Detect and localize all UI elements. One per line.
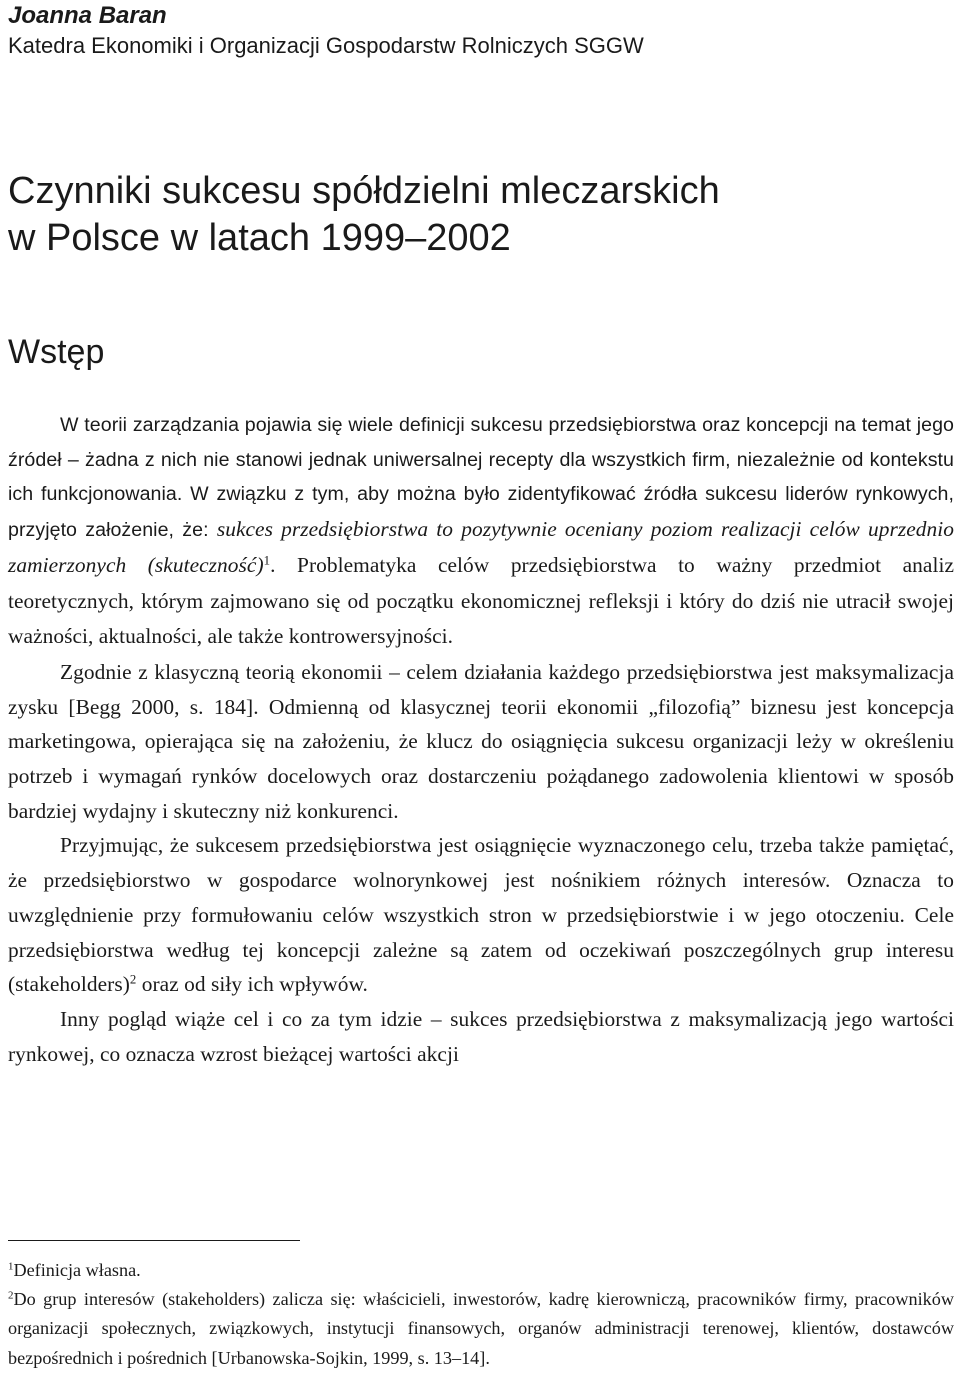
footnotes <box>8 1256 954 1373</box>
paragraph-1-rest: . Problematyka celów przedsiębiorstwa to ważny przedmiot analiz teoretycznych, którym zajmowano się od początku ekonomicznej refleksji i który do dziś nie utracił swojej ważności, aktualności, ale także kontrowersyjności. <box>8 552 954 649</box>
footnote-2 <box>8 1285 954 1373</box>
footnote-divider <box>8 1240 300 1241</box>
paragraph-3 <box>8 828 954 1002</box>
document-page <box>8 0 954 1400</box>
footnote-2-text: Do grup interesów (stakeholders) zalicza się: właścicieli, inwestorów, kadrę kierowniczą, pracowników firmy, pracowników organizacji społecznych, związkowych, instytucji finansowych, organów administracji terenowej, klientów, dostawców bezpośrednich i pośrednich [Urbanowska-Sojkin, 1999, s. 13–14]. <box>8 1289 954 1368</box>
author-name: Joanna Baran <box>8 2 167 29</box>
section-heading: Wstęp <box>8 333 105 371</box>
paragraph-1 <box>8 408 954 655</box>
paper-title <box>8 168 720 262</box>
paragraph-3-rest: oraz od siły ich wpływów. <box>136 972 368 997</box>
footnote-1-number: 1 <box>8 1260 14 1273</box>
paragraph-4: Inny pogląd wiąże cel i co za tym idzie – sukces przedsiębiorstwa z maksymalizacją jego wartości rynkowej, co oznacza wzrost bieżącej wartości akcji <box>8 1006 954 1066</box>
footnote-1 <box>8 1256 954 1285</box>
paragraph-2: Zgodnie z klasyczną teorią ekonomii – celem działania każdego przedsiębiorstwa jest maksymalizacja zysku [Begg 2000, s. 184]. Odmienną od klasycznej teorii ekonomii „filozofią” biznesu jest koncepcja marketingowa, opierająca się na założeniu, że klucz do osiągnięcia sukcesu organizacji leży w określeniu potrzeb i wymagań rynków docelowych oraz dostarczeniu pożądanego zadowolenia klientowi w sposób bardziej wydajny i skuteczny niż konkurenci. <box>8 659 954 823</box>
body-text <box>8 408 954 1071</box>
paragraph-3-text: Przyjmując, że sukcesem przedsiębiorstwa jest osiągnięcie wyznaczonego celu, trzeba także pamiętać, że przedsiębiorstwo w gospodarce wolnorynkowej jest nośnikiem różnych interesów. Oznacza to uwzględnienie przy formułowaniu celów wszystkich stron w przedsiębiorstwie i w jego otoczeniu. Cele przedsiębiorstwa według tej koncepcji zależne są zatem od oczekiwań poszczególnych grup interesu (stakeholders) <box>8 833 954 997</box>
footnote-ref-2[interactable]: 2 <box>129 972 137 987</box>
author-affiliation: Katedra Ekonomiki i Organizacji Gospodarstw Rolniczych SGGW <box>8 33 644 58</box>
paper-title-line-1: Czynniki sukcesu spółdzielni mleczarskich <box>8 170 720 212</box>
footnote-ref-1[interactable]: 1 <box>263 553 271 568</box>
footnote-2-number: 2 <box>8 1289 14 1302</box>
paper-title-line-2: w Polsce w latach 1999–2002 <box>8 217 511 259</box>
success-definition: sukces przedsiębiorstwa to pozytywnie oceniany poziom realizacji celów uprzednio zamierzonych (skuteczność) <box>8 517 954 577</box>
footnote-1-text: Definicja własna. <box>13 1260 141 1280</box>
paragraph-1-intro: W teorii zarządzania pojawia się wiele definicji sukcesu przedsiębiorstwa oraz koncepcji na temat jego źródeł – żadna z nich nie stanowi jednak uniwersalnej recepty dla wszystkich firm, niezależnie od kontekstu ich funkcjonowania. W związku z tym, aby można było zidentyfikować źródła sukcesu liderów rynkowych, przyjęto założenie, że: <box>8 414 954 542</box>
